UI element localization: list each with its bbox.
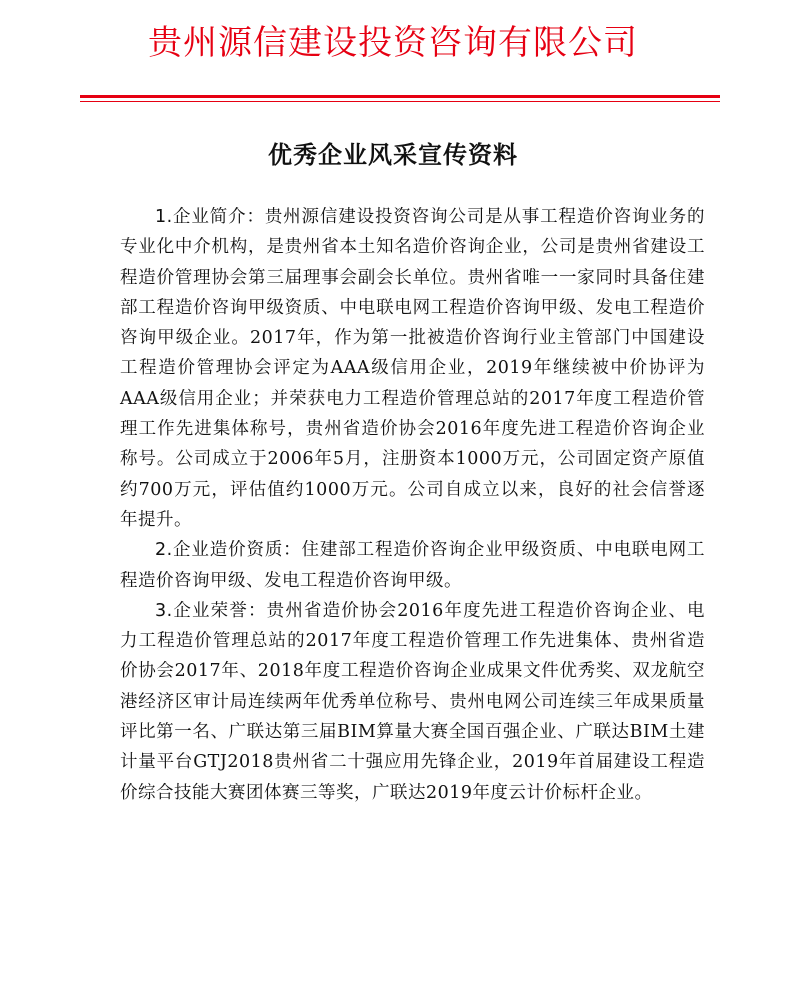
letterhead-rule-thick — [80, 95, 720, 98]
section-intro — [120, 202, 705, 535]
document-title: 优秀企业风采宣传资料 — [268, 141, 518, 169]
letterhead-company-name: 贵州源信建设投资咨询有限公司 — [148, 23, 638, 63]
section-honors — [120, 596, 705, 808]
section-intro-text: 贵州源信建设投资咨询公司是从事工程造价咨询业务的专业化中介机构，是贵州省本土知名造价咨询企业，公司是贵州省建设工程造价管理协会第三届理事会副会长单位。贵州省唯一一家同时具备住建部工程造价咨询甲级资质、中电联电网工程造价咨询甲级、发电工程造价咨询甲级企业。2017年，作为第一批被造价咨询行业主管部门中国建设工程造价管理协会评定为AAA级信用企业，2019年继续被中价协评为AAA级信用企业；并荣获电力工程造价管理总站的2017年度工程造价管理工作先进集体称号，贵州省造价协会2016年度先进工程造价咨询企业称号。公司成立于2006年5月，注册资本1000万元，公司固定资产原值约700万元，评估值约1000万元。公司自成立以来，良好的社会信誉逐年提升。 — [120, 207, 705, 530]
document-body — [120, 202, 705, 808]
section-qualification-text: 住建部工程造价咨询企业甲级资质、中电联电网工程造价咨询甲级、发电工程造价咨询甲级。 — [120, 540, 706, 591]
section-qualification — [120, 535, 705, 596]
section-honors-label: 3.企业荣誉： — [155, 600, 267, 621]
section-qualification-label: 2.企业造价资质： — [155, 540, 302, 561]
letterhead-rule-thin — [80, 101, 720, 102]
section-honors-text: 贵州省造价协会2016年度先进工程造价咨询企业、电力工程造价管理总站的2017年度工程造价管理工作先进集体、贵州省造价协会2017年、2018年度工程造价咨询企业成果文件优秀奖、双龙航空港经济区审计局连续两年优秀单位称号、贵州电网公司连续三年成果质量评比第一名、广联达第三届BIM算量大赛全国百强企业、广联达BIM土建计量平台GTJ2018贵州省二十强应用先锋企业，2019年首届建设工程造价综合技能大赛团体赛三等奖，广联达2019年度云计价标杆企业。 — [120, 600, 705, 803]
section-intro-label: 1.企业简介： — [155, 207, 265, 227]
